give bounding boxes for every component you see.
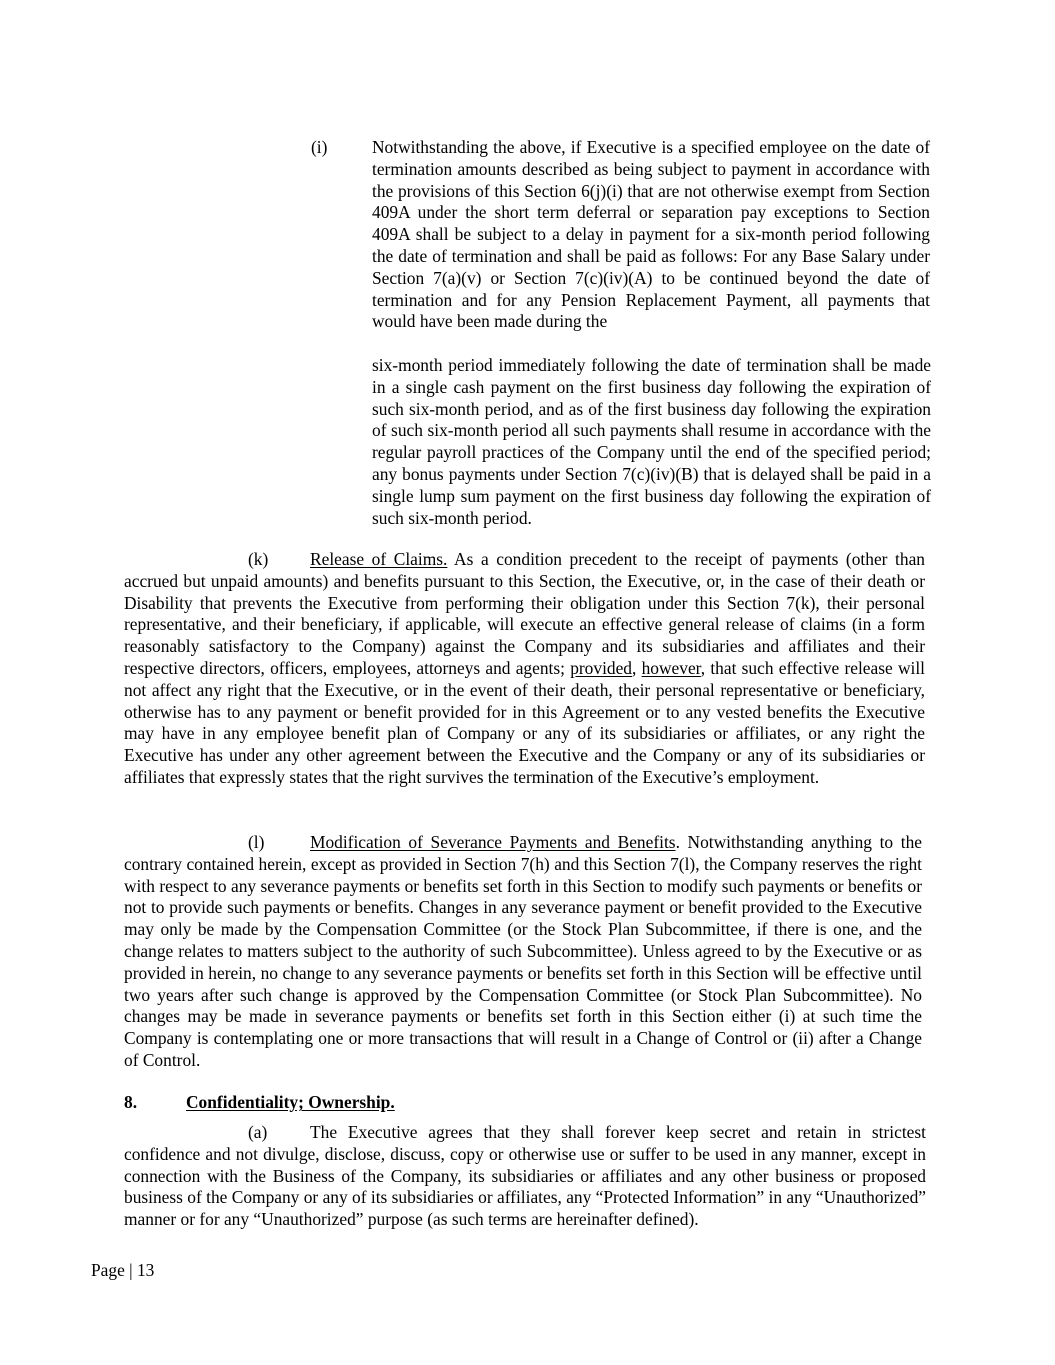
paragraph-l-label: (l): [248, 832, 265, 852]
paragraph-l-title: Modification of Severance Payments and Benefits: [310, 832, 676, 852]
page-number-footer: Page | 13: [91, 1260, 155, 1280]
paragraph-a: [124, 1122, 926, 1231]
provided-term: provided: [570, 657, 633, 678]
paragraph-a-label: (a): [248, 1122, 268, 1142]
section-8-number: 8.: [124, 1092, 138, 1112]
paragraph-k-text-a: As a condition precedent to the receipt of payments (other than accrued but unpaid amounts) and benefits pursuant to this Section, the Executive, or, in the case of their death or Disability that prevents the Executive from performing their obligation under this Section 7(k), their personal representative, and their beneficiary, if applicable, will execute an effective general release of claims (in a form reasonably satisfactory to the Company) against the Company and its subsidiaries and affiliates and their respective directors, officers, employees, attorneys and agents;: [124, 549, 925, 678]
section-8-title: Confidentiality; Ownership.: [186, 1092, 395, 1112]
paragraph-k-label: (k): [248, 549, 269, 569]
paragraph-k: [124, 549, 925, 789]
however-term: however: [641, 657, 701, 678]
section-8-heading: [124, 1092, 395, 1114]
paragraph-l-text: . Notwithstanding anything to the contrary contained herein, except as provided in Section 7(h) and this Section 7(l), the Company reserves the right with respect to any severance payments or benefits set forth in this Section to modify such payments or benefits or not to provide such payments or benefits. Changes in any severance payment or benefit provided to the Executive may only be made by the Compensation Committee (or the Stock Plan Subcommittee, if there is one, and the change relates to matters subject to the authority of such Subcommittee). Unless agreed to by the Executive or as provided in herein, no change to any severance payments or benefits set forth in this Section will be effective until two years after such change is approved by the Compensation Committee (or Stock Plan Subcommittee). No changes may be made in severance payments or benefits set forth in this Section either (i) at such time the Company is contemplating one or more transactions that will result in a Change of Control or (ii) after a Change of Control.: [124, 832, 922, 1070]
comma-separator: ,: [632, 657, 642, 678]
paragraph-k-title: Release of Claims.: [310, 549, 448, 569]
subsection-i-text-part-1: Notwithstanding the above, if Executive is a specified employee on the date of termination amounts described as being subject to payment in accordance with the provisions of this Section 6(j)(i) that are not otherwise exempt from Section 409A under the short term deferral or separation pay exceptions to Section 409A shall be subject to a delay in payment for a six-month period following the date of termination and shall be paid as follows: For any Base Salary under Section 7(a)(v) or Section 7(c)(iv)(A) to be continued beyond the date of termination and for any Pension Replacement Payment, all payments that would have been made during the: [372, 137, 930, 332]
paragraph-k-text-b: , that such effective release will not affect any right that the Executive, or in the event of their death, their personal representative or beneficiary, otherwise has to any payment or benefit provided for in this Agreement or to any vested benefits the Executive may have in any employee benefit plan of Company or any of its subsidiaries or affiliates, or any right the Executive has under any other agreement between the Executive and the Company or any of its subsidiaries or affiliates that expressly states that the right survives the termination of the Executive’s employment.: [124, 657, 925, 787]
subsection-i-text-part-2: six-month period immediately following the date of termination shall be made in a single cash payment on the first business day following the expiration of such six-month period, and as of the first business day following the expiration of such six-month period all such payments shall resume in accordance with the regular payroll practices of the Company until the end of the specified period; any bonus payments under Section 7(c)(iv)(B) that is delayed shall be paid in a single lump sum payment on the first business day following the expiration of such six-month period.: [372, 355, 931, 528]
paragraph-a-text: The Executive agrees that they shall forever keep secret and retain in strictest confidence and not divulge, disclose, discuss, copy or otherwise use or suffer to be used in any manner, except in connection with the Business of the Company, its subsidiaries or affiliates and any other business or proposed business of the Company or any of its subsidiaries or affiliates, any “Protected Information” in any “Unauthorized” manner or for any “Unauthorized” purpose (as such terms are hereinafter defined).: [124, 1122, 926, 1230]
paragraph-l: [124, 832, 922, 1072]
subsection-i-label: (i): [311, 137, 328, 157]
